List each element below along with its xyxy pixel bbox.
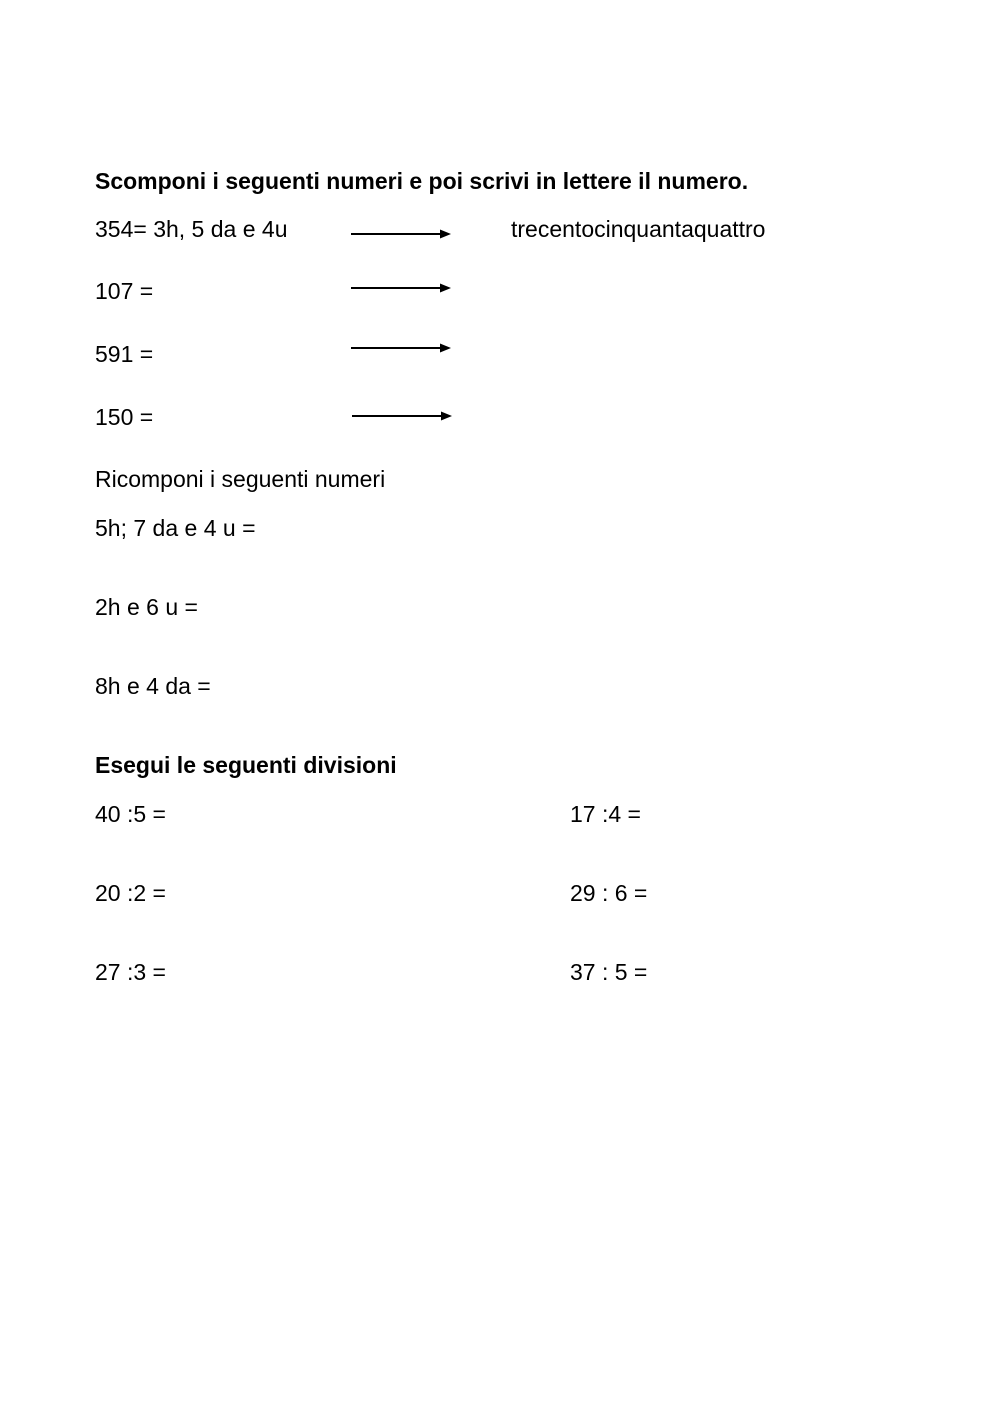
recompose-heading: Ricomponi i seguenti numeri [95,466,386,492]
decompose-example-answer: trecentocinquantaquattro [511,216,766,242]
division-left-1: 40 :5 = [95,801,166,827]
decompose-item-2: 591 = [95,341,154,367]
decompose-item-3: 150 = [95,404,154,430]
arrow-right-icon [350,282,452,294]
division-heading: Esegui le seguenti divisioni [95,752,397,778]
division-right-3: 37 : 5 = [570,959,648,985]
division-left-2: 20 :2 = [95,880,166,906]
division-right-2: 29 : 6 = [570,880,648,906]
recompose-item-1: 5h; 7 da e 4 u = [95,515,256,541]
decompose-example: 354= 3h, 5 da e 4u [95,216,288,242]
recompose-item-2: 2h e 6 u = [95,594,198,620]
arrow-right-icon [350,342,452,354]
arrow-right-icon [351,410,453,422]
arrow-right-icon [350,228,452,240]
division-right-1: 17 :4 = [570,801,641,827]
division-left-3: 27 :3 = [95,959,166,985]
decompose-item-1: 107 = [95,278,154,304]
decompose-heading: Scomponi i seguenti numeri e poi scrivi in lettere il numero. [95,168,749,194]
recompose-item-3: 8h e 4 da = [95,673,211,699]
